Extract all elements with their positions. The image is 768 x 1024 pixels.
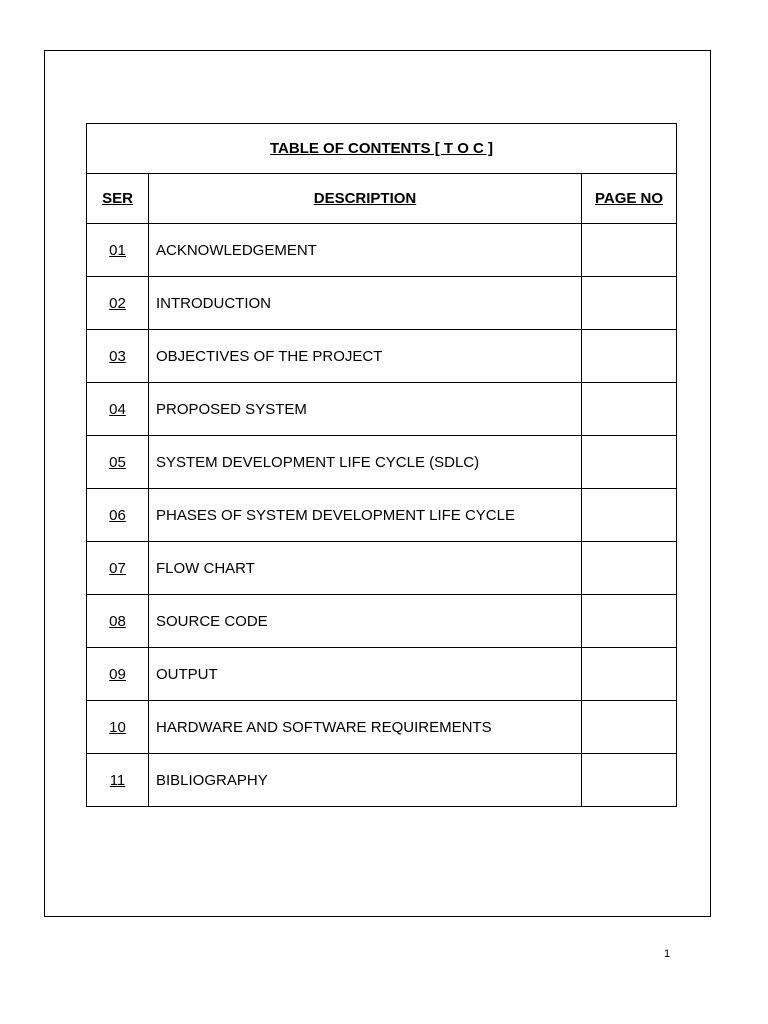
toc-row — [87, 277, 677, 330]
toc-row — [87, 595, 677, 648]
toc-row-page — [582, 595, 677, 648]
toc-row-description: OUTPUT — [149, 648, 582, 701]
toc-row — [87, 383, 677, 436]
toc-row-ser: 01 — [87, 224, 149, 277]
toc-row-ser: 09 — [87, 648, 149, 701]
toc-row-description: SOURCE CODE — [149, 595, 582, 648]
toc-row-page — [582, 277, 677, 330]
header-ser: SER — [87, 174, 149, 224]
toc-row-description: OBJECTIVES OF THE PROJECT — [149, 330, 582, 383]
toc-row-ser: 06 — [87, 489, 149, 542]
toc-row-description: SYSTEM DEVELOPMENT LIFE CYCLE (SDLC) — [149, 436, 582, 489]
toc-row-page — [582, 754, 677, 807]
toc-row-ser: 05 — [87, 436, 149, 489]
toc-row-description: PHASES OF SYSTEM DEVELOPMENT LIFE CYCLE — [149, 489, 582, 542]
toc-row-ser: 11 — [87, 754, 149, 807]
toc-row-ser: 02 — [87, 277, 149, 330]
toc-row-page — [582, 489, 677, 542]
toc-row-ser: 08 — [87, 595, 149, 648]
toc-row-ser: 10 — [87, 701, 149, 754]
toc-row-page — [582, 648, 677, 701]
toc-table — [86, 123, 677, 807]
toc-row-ser: 03 — [87, 330, 149, 383]
toc-row — [87, 542, 677, 595]
toc-row — [87, 489, 677, 542]
toc-row — [87, 701, 677, 754]
toc-row-page — [582, 330, 677, 383]
toc-row-page — [582, 224, 677, 277]
toc-row-page — [582, 383, 677, 436]
toc-row-description: BIBLIOGRAPHY — [149, 754, 582, 807]
toc-row-description: FLOW CHART — [149, 542, 582, 595]
toc-row — [87, 330, 677, 383]
header-page-no: PAGE NO — [582, 174, 677, 224]
toc-row — [87, 754, 677, 807]
toc-row-description: HARDWARE AND SOFTWARE REQUIREMENTS — [149, 701, 582, 754]
toc-row — [87, 224, 677, 277]
toc-row-ser: 07 — [87, 542, 149, 595]
toc-row-description: INTRODUCTION — [149, 277, 582, 330]
page-number: 1 — [664, 948, 671, 960]
header-description: DESCRIPTION — [149, 174, 582, 224]
toc-row-ser: 04 — [87, 383, 149, 436]
toc-row-page — [582, 542, 677, 595]
toc-row-page — [582, 701, 677, 754]
toc-body — [87, 124, 677, 807]
toc-row — [87, 436, 677, 489]
toc-row-description: ACKNOWLEDGEMENT — [149, 224, 582, 277]
toc-row-description: PROPOSED SYSTEM — [149, 383, 582, 436]
toc-row-page — [582, 436, 677, 489]
toc-title: TABLE OF CONTENTS [ T O C ] — [87, 124, 677, 174]
toc-row — [87, 648, 677, 701]
toc-header-row — [87, 174, 677, 224]
toc-title-row — [87, 124, 677, 174]
